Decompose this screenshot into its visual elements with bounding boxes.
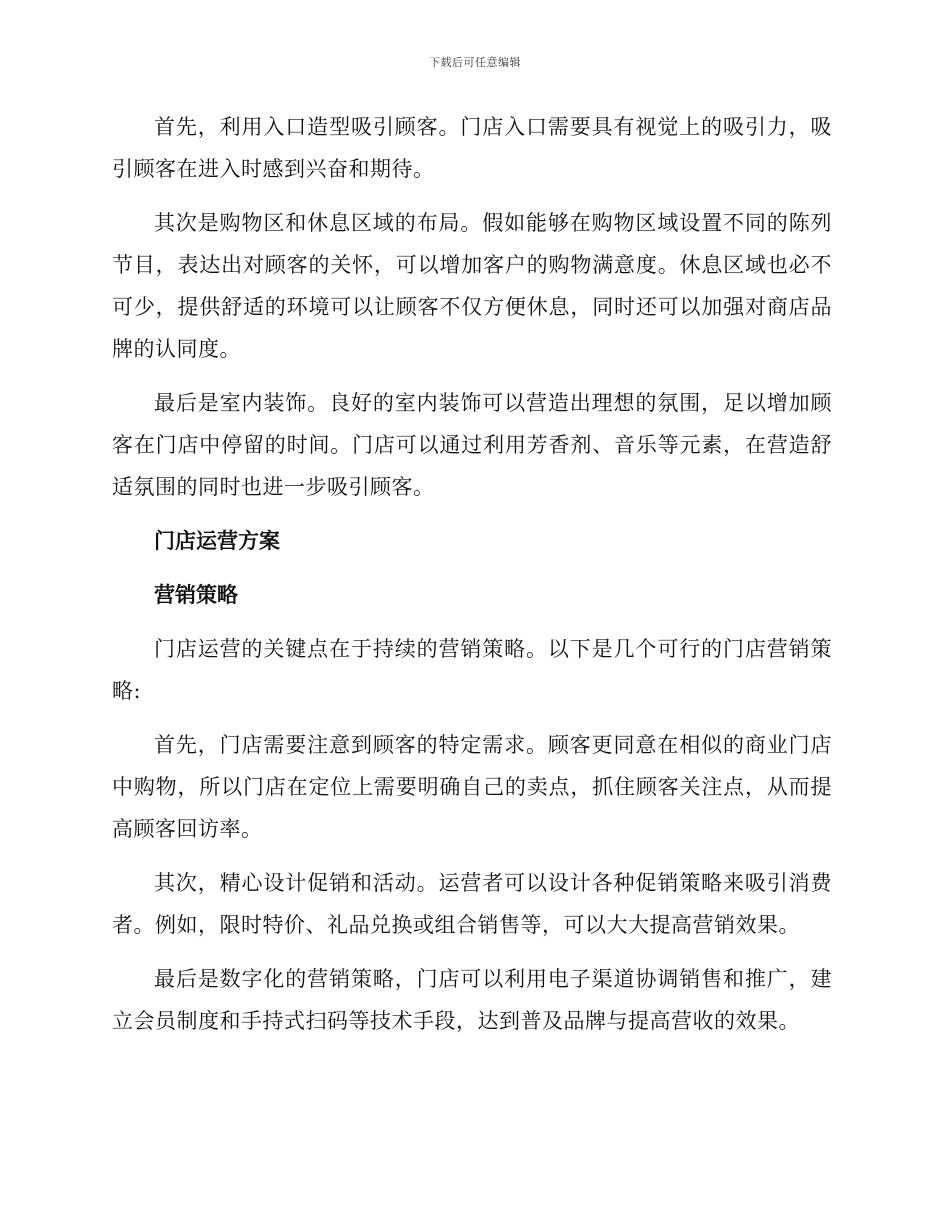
section-heading-operations: 门店运营方案: [154, 529, 280, 553]
paragraph-layout: 其次是购物区和休息区域的布局。假如能够在购物区域设置不同的陈列节目，表达出对顾客的关怀，可以增加客户的购物满意度。休息区域也必不可少，提供舒适的环境可以让顾客不仅方便休息，同时还可以加强对商店品牌的认同度。: [112, 211, 832, 361]
paragraph-entrance: 首先，利用入口造型吸引顾客。门店入口需要具有视觉上的吸引力，吸引顾客在进入时感到兴奋和期待。: [112, 115, 832, 181]
section-heading-marketing: 营销策略: [154, 583, 238, 607]
paragraph-customer-needs: 首先，门店需要注意到顾客的特定需求。顾客更同意在相似的商业门店中购物，所以门店在定位上需要明确自己的卖点，抓住顾客关注点，从而提高顾客回访率。: [112, 733, 832, 841]
paragraph-decoration: 最后是室内装饰。良好的室内装饰可以营造出理想的氛围，足以增加顾客在门店中停留的时间。门店可以通过利用芳香剂、音乐等元素，在营造舒适氛围的同时也进一步吸引顾客。: [112, 391, 832, 499]
paragraph-marketing-intro: 门店运营的关键点在于持续的营销策略。以下是几个可行的门店营销策略:: [112, 637, 832, 703]
document-body: [112, 106, 832, 1054]
page-header-note: 下载后可任意编辑: [429, 56, 521, 69]
paragraph-promotions: 其次，精心设计促销和活动。运营者可以设计各种促销策略来吸引消费者。例如，限时特价、礼品兑换或组合销售等，可以大大提高营销效果。: [112, 871, 832, 937]
paragraph-digital-marketing: 最后是数字化的营销策略，门店可以利用电子渠道协调销售和推广，建立会员制度和手持式扫码等技术手段，达到普及品牌与提高营收的效果。: [112, 967, 832, 1033]
